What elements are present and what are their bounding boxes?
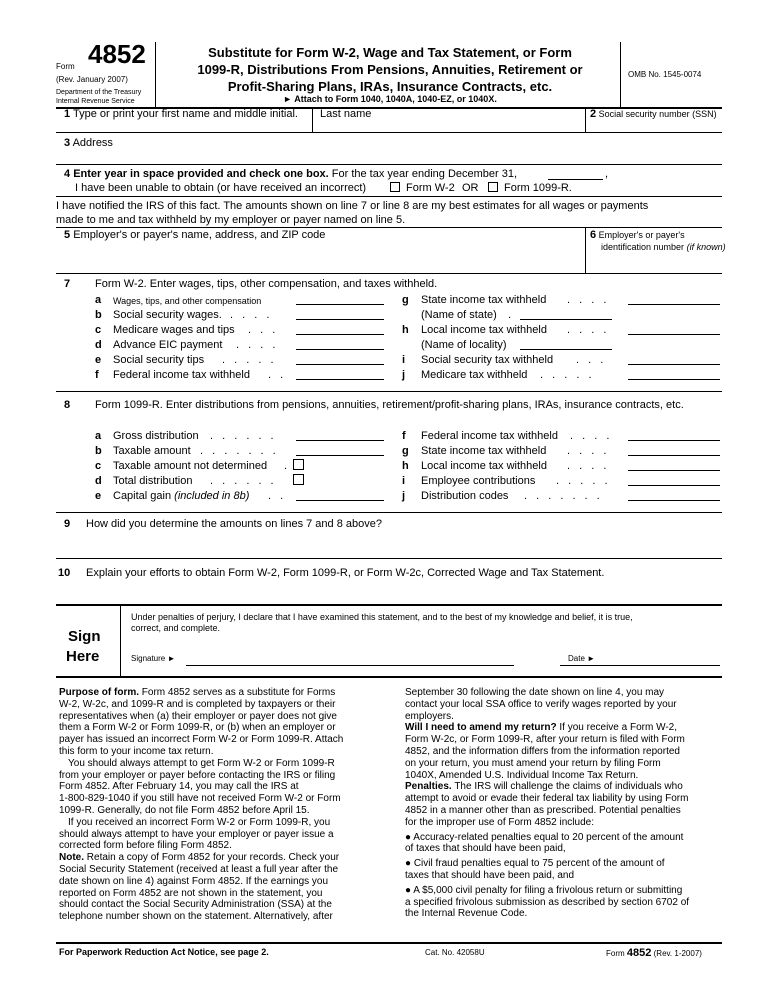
date-line (560, 665, 720, 666)
bullet-line: a specified frivolous submission as described by section 6702 of (405, 896, 690, 908)
amend-line: 1040X, Amended U.S. Individual Income Tax Return. (405, 769, 639, 781)
purpose-line: them a Form W-2 or Form 1099-R, or (b) when an employer or (59, 722, 336, 734)
line7-title: Form W-2. Enter wages, tips, other compensation, and taxes withheld. (95, 278, 438, 290)
line4-comma: , (605, 168, 609, 180)
line7j-field[interactable] (628, 379, 720, 380)
line7e-field[interactable] (296, 364, 384, 365)
line4-bold: Enter year in space provided and check one box. (73, 168, 329, 180)
bullet-line: of taxes that should have been paid, (405, 843, 566, 855)
agency: Internal Revenue Service (56, 98, 135, 105)
line8a-field[interactable] (296, 440, 384, 441)
line8i-field[interactable] (628, 485, 720, 486)
here-label: Here (66, 648, 100, 665)
line1-text: Type or print your first name and middle initial. (72, 108, 298, 120)
line4-number: 4 (64, 168, 71, 180)
line4-row1 (64, 168, 517, 181)
leader-dots: . . . . (236, 339, 279, 351)
attempt-paragraph (59, 758, 374, 770)
line8-title: Form 1099-R. Enter distributions from pensions, annuities, retirement/profit-sharing plans, IRAs, insurance contracts, etc. (95, 399, 684, 411)
header-divider-right (620, 42, 621, 108)
signature-label: Signature ► (131, 654, 176, 663)
footer-form-label (606, 948, 702, 959)
line5-label (64, 229, 325, 242)
form-title-line3: Profit-Sharing Plans, IRAs, Insurance Contracts, etc. (227, 79, 553, 94)
rule-before-sign (56, 604, 722, 606)
purpose-line: representatives when (a) their employer or payer does not give (59, 710, 337, 722)
line8-item-label: Taxable amount (113, 445, 191, 457)
attempt-line: 1099-R. Generally, do not file Form 4852 before April 15. (59, 804, 310, 816)
purpose-line: Form 4852 serves as a substitute for Forms (141, 687, 336, 698)
capital-gain-note: (included in 8b) (174, 490, 250, 502)
line7-item-label: Wages, tips, and other compensation (113, 296, 262, 306)
incorrect-line: corrected form before filing Form 4852. (59, 840, 232, 852)
signature-field[interactable] (186, 650, 514, 664)
rule-after-line4 (56, 196, 722, 197)
line7-item-label: State income tax withheld (421, 294, 547, 306)
line7-item-label: (Name of locality) (421, 339, 507, 351)
or-label: OR (462, 182, 479, 194)
line6-label1 (590, 230, 685, 241)
line6-number: 6 (590, 229, 597, 241)
line8-item-label: Taxable amount not determined (113, 460, 268, 472)
line6-text3: (if known) (686, 242, 726, 252)
purpose-paragraph (59, 687, 374, 758)
ssa-line: contact your local SSA office to verify wages reported by your (405, 698, 677, 710)
incorrect-line: If you received an incorrect Form W-2 or Form 1099-R, you (68, 816, 331, 828)
line8b-field[interactable] (296, 455, 384, 456)
leader-dots: . . . (248, 324, 279, 336)
note-line: should contact the Social Security Administration (SSA) at the (59, 899, 332, 911)
taxable-not-determined-checkbox[interactable] (293, 459, 304, 470)
line7h-field[interactable] (628, 334, 720, 335)
line8-item-letter: i (402, 475, 406, 487)
notify-line1: I have notified the IRS of this fact. The amounts shown on line 7 or line 8 are my best estimates for all wages or payments (56, 200, 649, 212)
line8-number: 8 (64, 399, 71, 411)
line8-item-letter: h (402, 460, 409, 472)
penalties-paragraph (405, 781, 720, 828)
w2-option-label: Form W-2 (406, 182, 455, 194)
line8-item-letter: f (402, 430, 406, 442)
perjury-line1: Under penalties of perjury, I declare that I have examined this statement, and to the best of my knowledge and belief, it is true, (131, 612, 633, 622)
line7i-field[interactable] (628, 364, 720, 365)
leader-dots: . . . . . . (210, 430, 277, 442)
employer-name-field[interactable] (64, 244, 579, 270)
form-number: 4852 (88, 39, 146, 69)
leader-dots: . . . . (567, 445, 610, 457)
penalties-line: attempt to avoid or evade their federal tax liability by using Form (405, 793, 689, 805)
line10-answer-field[interactable] (86, 582, 720, 602)
w2-checkbox[interactable] (390, 182, 400, 192)
line8-item-letter: d (95, 475, 102, 487)
line7-item-letter: e (95, 354, 102, 366)
note-line: Retain a copy of Form 4852 for your records. Check your (86, 852, 340, 864)
line8-item-label: Distribution codes (421, 490, 509, 502)
line8h-field[interactable] (628, 470, 720, 471)
form-revision: (Rev. January 2007) (56, 75, 128, 84)
form-word: Form (56, 62, 75, 71)
purpose-line: W-2, W-2c, and 1099-R and is completed by taxpayers or their (59, 698, 336, 710)
leader-dots: . . . . . . (210, 475, 277, 487)
line7-item-label: Federal income tax withheld (113, 369, 250, 381)
leader-dots: . (508, 309, 515, 321)
footer-form-word: Form (606, 949, 625, 958)
leader-dots: . . . . (567, 294, 610, 306)
note-line: date shown on line 4) against Form 4852. If the earnings you (59, 875, 329, 887)
line6-label2 (601, 242, 726, 253)
amend-line: Form W-2c, or Form 1099-R, after your return is filed with Form (405, 734, 685, 746)
line7-item-label: Social security wages. (113, 309, 222, 321)
line7-item-label: Medicare tax withheld (421, 369, 528, 381)
attempt-line: 1-800-829-1040 if you still have not received Form W-2 or Form (59, 793, 341, 805)
line8-item-label: Employee contributions (421, 475, 536, 487)
bullet-item: ● A $5,000 civil penalty for filing a frivolous return or submitting a specified frivolous submission as described by section 6702 of the Internal Revenue Code. (405, 884, 690, 920)
line1-number: 1 (64, 108, 71, 120)
line1-label (64, 108, 298, 121)
line8-item-label: Gross distribution (113, 430, 199, 442)
rule-after-line9 (56, 558, 722, 559)
leader-dots: . . (268, 490, 287, 502)
instructions-left-column (59, 687, 374, 923)
purpose-line: this form to your income tax return. (59, 745, 214, 757)
paperwork-notice: For Paperwork Reduction Act Notice, see page 2. (59, 947, 269, 957)
bullet-line: A $5,000 civil penalty for filing a frivolous return or submitting (413, 884, 683, 896)
note-heading: Note. (59, 852, 84, 864)
line8-item-label: Federal income tax withheld (421, 430, 558, 442)
last-name-label: Last name (320, 108, 372, 120)
rule-after-line3 (56, 164, 722, 165)
leader-dots: . . . . . (540, 369, 595, 381)
line8g-field[interactable] (628, 455, 720, 456)
bullet-line: taxes that should have been paid, and (405, 869, 575, 881)
line3-text: Address (72, 137, 113, 149)
line1-divider (312, 108, 313, 132)
rule-after-line7 (56, 391, 722, 392)
leader-dots: . . . . . . . (200, 445, 279, 457)
line7-item-letter: g (402, 294, 409, 306)
leader-dots: . . . . (567, 460, 610, 472)
bullet-line: the Internal Revenue Code. (405, 908, 528, 920)
tax-year-field[interactable] (548, 179, 603, 180)
line8f-field[interactable] (628, 440, 720, 441)
line7-item-letter: f (95, 369, 99, 381)
line9-answer-field[interactable] (86, 533, 720, 555)
penalties-line: The IRS will challenge the claims of individuals who (454, 781, 683, 793)
line8-item-letter: g (402, 445, 409, 457)
line8-item-label: Total distribution (113, 475, 193, 487)
line10-number: 10 (58, 567, 71, 579)
penalties-line: 4852 in a manner other than as prescribed. Potential penalties (405, 804, 681, 816)
bullet-item: ● Accuracy-related penalties equal to 20 percent of the amount of taxes that should have been paid, (405, 831, 684, 855)
line7-item-label: Advance EIC payment (113, 339, 223, 351)
signature-line (186, 665, 514, 666)
note-paragraph (59, 852, 374, 923)
footer-rule (56, 942, 722, 944)
line8-item-label: Local income tax withheld (421, 460, 547, 472)
omb-number: OMB No. 1545-0074 (628, 70, 702, 79)
attempt-paragraph-cont (59, 770, 374, 817)
line8-item-letter: a (95, 430, 102, 442)
line7b-field[interactable] (296, 319, 384, 320)
rule-before-line5 (56, 227, 722, 228)
department: Department of the Treasury (56, 89, 142, 96)
leader-dots: . . . . . (222, 354, 277, 366)
1099r-checkbox[interactable] (488, 182, 498, 192)
note-line: reported on Form 4852 are not shown in the statement, you (59, 887, 323, 899)
penalties-heading: Penalties. (405, 781, 452, 793)
last-name-field[interactable] (316, 121, 582, 132)
footer-form-number: 4852 (626, 947, 652, 959)
leader-dots: . . . . (567, 324, 610, 336)
line7-item-letter: b (95, 309, 102, 321)
incorrect-paragraph-cont (59, 829, 374, 853)
line7-item-label: Local income tax withheld (421, 324, 547, 336)
line5-number: 5 (64, 229, 71, 241)
1099r-option-label: Form 1099-R. (504, 182, 572, 194)
amend-heading: Will I need to amend my return? (405, 722, 557, 734)
ssa-line: employers. (405, 710, 454, 722)
date-field[interactable] (603, 650, 720, 664)
leader-dots: . . . . (230, 309, 273, 321)
line10-label: Explain your efforts to obtain Form W-2, Form 1099-R, or Form W-2c, Corrected Wage and Tax Statement. (86, 567, 605, 579)
rule-after-line1 (56, 132, 722, 133)
sign-label: Sign (68, 628, 101, 645)
ssa-paragraph (405, 687, 720, 722)
address-field[interactable] (110, 137, 720, 162)
leader-dots: . . (268, 369, 287, 381)
purpose-heading: Purpose of form. (59, 687, 140, 698)
line2-divider (585, 108, 586, 132)
notify-line2: made to me and tax withheld by my employer or payer named on line 5. (56, 214, 406, 226)
line6-divider (585, 227, 586, 273)
attempt-line: from your employer or payer before contacting the IRS or filing (59, 769, 336, 781)
incorrect-paragraph (59, 817, 374, 829)
line8-item-label (113, 490, 249, 503)
ssa-line: September 30 following the date shown on line 4, you may (405, 687, 665, 698)
note-line: telephone number shown on the statement. Alternatively, after (59, 911, 333, 923)
line7c-field[interactable] (296, 334, 384, 335)
amend-line: If you receive a Form W-2, (559, 722, 678, 734)
leader-dots: . (284, 460, 291, 472)
incorrect-line: should always attempt to have your employer or payer issue a (59, 828, 334, 840)
line7-number: 7 (64, 278, 71, 290)
line7g-field[interactable] (628, 304, 720, 305)
penalties-line: for the improper use of Form 4852 include: (405, 816, 594, 828)
date-label: Date ► (568, 654, 596, 663)
instructions-right-column (405, 687, 720, 920)
line6-text1: Employer's or payer's (598, 230, 685, 240)
first-name-field[interactable] (64, 121, 311, 132)
line8-item-letter: c (95, 460, 102, 472)
leader-dots: . . . (576, 354, 607, 366)
sign-divider (120, 605, 121, 677)
state-name-field[interactable] (520, 319, 612, 320)
leader-dots: . . . . . (556, 475, 611, 487)
line7d-field[interactable] (296, 349, 384, 350)
bullet-line: Accuracy-related penalties equal to 20 percent of the amount (413, 831, 684, 843)
line6-text2: identification number (601, 242, 685, 252)
attach-instruction: ► Attach to Form 1040, 1040A, 1040-EZ, or 1040X. (283, 94, 497, 104)
leader-dots: . . . . . . . (524, 490, 603, 502)
capital-gain-label: Capital gain (113, 490, 172, 502)
line8e-field[interactable] (296, 500, 384, 501)
line7-item-letter: h (402, 324, 409, 336)
line7-item-label: Social security tips (113, 354, 205, 366)
line7a-field[interactable] (296, 304, 384, 305)
line5-text: Employer's or payer's name, address, and ZIP code (73, 229, 326, 241)
bullet-line: Civil fraud penalties equal to 75 percent of the amount of (413, 858, 665, 870)
total-distribution-checkbox[interactable] (293, 474, 304, 485)
leader-dots: . . . . (570, 430, 613, 442)
attempt-line: You should always attempt to get Form W-2 or Form 1099-R (68, 757, 335, 769)
line7-item-label: Social security tax withheld (421, 354, 554, 366)
note-line: Social Security Statement (received at least a full year after the (59, 863, 339, 875)
line3-label (64, 137, 113, 150)
line7-item-letter: j (402, 369, 406, 381)
line4-text1: For the tax year ending December 31, (331, 168, 518, 180)
form-title-line2: 1099-R, Distributions From Pensions, Annuities, Retirement or (197, 62, 583, 77)
footer-rev: (Rev. 1-2007) (653, 949, 702, 958)
amend-paragraph (405, 722, 720, 781)
line7-item-letter: d (95, 339, 102, 351)
form-title-line1: Substitute for Form W-2, Wage and Tax Statement, or Form (208, 45, 572, 60)
employer-id-field[interactable] (590, 255, 720, 270)
line7f-field[interactable] (296, 379, 384, 380)
line7-item-label: Medicare wages and tips (113, 324, 235, 336)
line2-number: 2 (590, 108, 597, 120)
rule-after-line8 (56, 512, 722, 513)
line7-item-letter: c (95, 324, 102, 336)
line3-number: 3 (64, 137, 71, 149)
purpose-line: payer has issued an incorrect Form W-2 or Form 1099-R. Attach (59, 734, 344, 746)
rule-after-line5 (56, 273, 722, 274)
locality-name-field[interactable] (520, 349, 612, 350)
bullet-item: ● Civil fraud penalties equal to 75 percent of the amount of taxes that should have been paid, and (405, 858, 665, 881)
line8-item-letter: j (402, 490, 406, 502)
line2-text: Social security number (SSN) (598, 109, 717, 119)
amend-line: 4852, and the information differs from the information reported (405, 745, 680, 757)
line7-item-label: (Name of state) (421, 309, 497, 321)
line7-item-letter: i (402, 354, 406, 366)
line8-item-label: State income tax withheld (421, 445, 547, 457)
line9-number: 9 (64, 518, 71, 530)
line2-label (590, 109, 717, 120)
header-divider-left (155, 42, 156, 108)
perjury-line2: correct, and complete. (131, 623, 221, 633)
line8-item-letter: e (95, 490, 102, 502)
amend-line: on your return, you must amend your return by filing Form (405, 757, 661, 769)
line9-label: How did you determine the amounts on lines 7 and 8 above? (86, 518, 382, 530)
line4-text2: I have been unable to obtain (or have received an incorrect) (75, 182, 367, 194)
rule-after-sign (56, 676, 722, 678)
line8-item-letter: b (95, 445, 102, 457)
line7-item-letter: a (95, 294, 102, 306)
cat-number: Cat. No. 42058U (425, 948, 485, 957)
ssn-field[interactable] (590, 121, 720, 132)
attempt-line: Form 4852. After February 14, you may call the IRS at (59, 781, 299, 793)
line8j-field[interactable] (628, 500, 720, 501)
